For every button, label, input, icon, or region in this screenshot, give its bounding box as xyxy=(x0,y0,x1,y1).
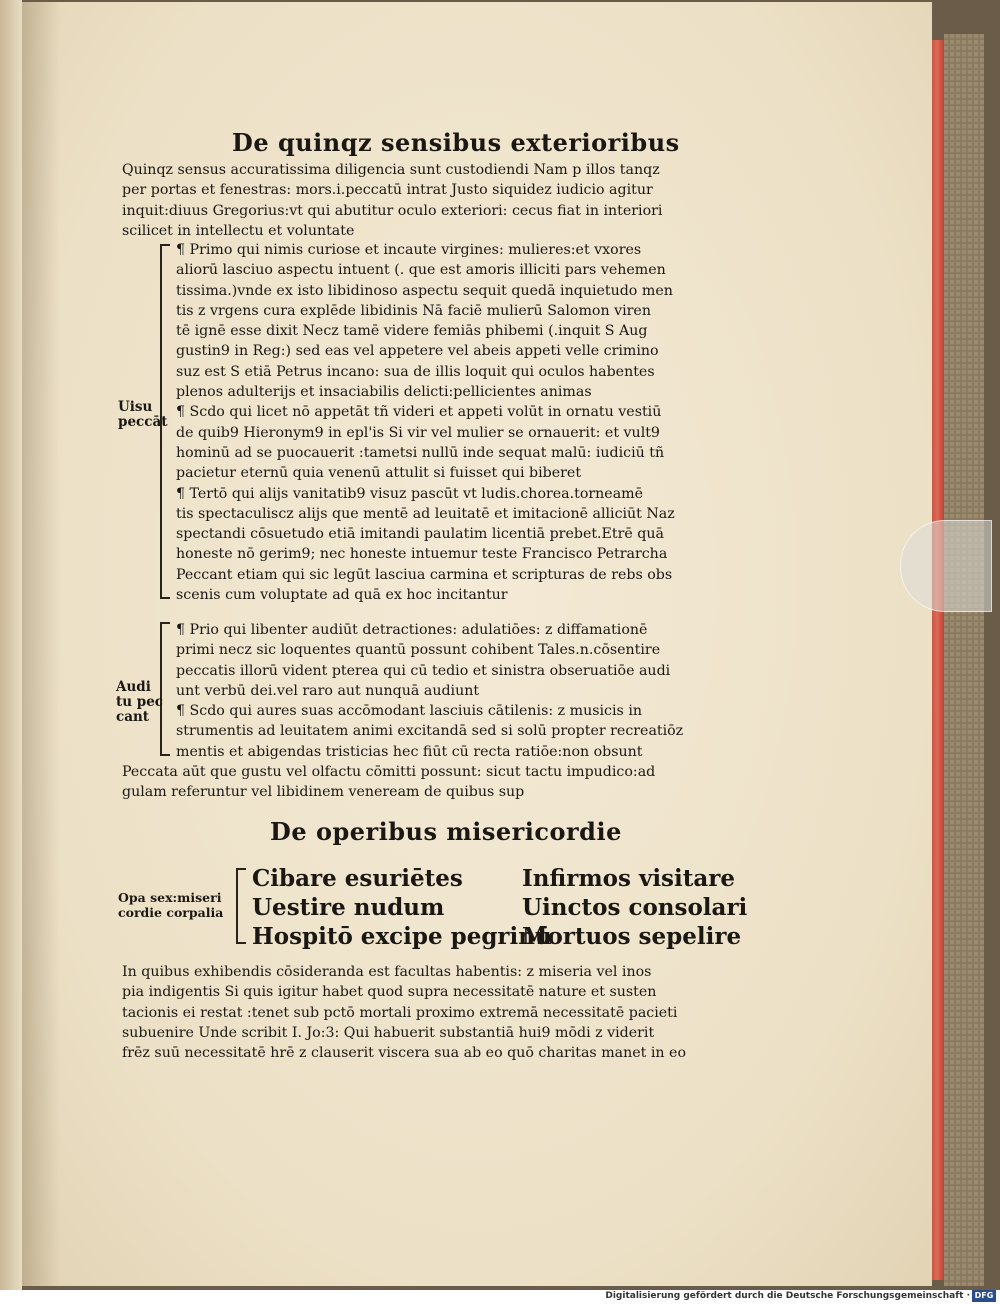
work-item: Hospitō excipe pegrinū xyxy=(252,923,552,950)
visu-line: ¶ Primo qui nimis curiose et incaute virgines: mulieres:et vxores xyxy=(176,242,642,258)
intro-line: scilicet in intellectu et voluntate xyxy=(122,222,355,239)
visu-line: tis z vrgens cura explēde libidinis Nā faciē mulierū Salomon viren xyxy=(176,302,651,319)
dfg-logo-icon: DFG xyxy=(972,1290,996,1302)
intro-paragraph xyxy=(122,160,662,241)
red-page-edge xyxy=(930,40,944,1280)
work-item: Mortuos sepelire xyxy=(522,923,742,950)
closing-line: gulam referuntur vel libidinem veneream de quibus sup xyxy=(122,784,525,801)
final-line: In quibus exhibendis cōsideranda est facultas habentis: z miseria vel inos xyxy=(122,964,652,980)
visu-line: honeste nō gerim9; nec honeste intuemur teste Francisco Petrarcha xyxy=(176,546,668,563)
heading-senses: De quinqz sensibus exterioribus xyxy=(232,128,680,157)
visu-margin-note xyxy=(118,400,167,430)
auditu-line: unt verbū dei.vel raro aut nunquā audiunt xyxy=(176,682,480,699)
final-paragraph xyxy=(122,962,686,1063)
visu-bracket-bottom xyxy=(160,597,170,599)
intro-line: Quinqz sensus accuratissima diligencia sunt custodiendi Nam p illos tanqz xyxy=(122,162,660,178)
visu-line: aliorū lasciuo aspectu intuent (. que est amoris illiciti pars vehemen xyxy=(176,262,666,279)
final-line: pia indigentis Si quis igitur habet quod supra necessitatē nature et susten xyxy=(122,984,657,1001)
visu-line: gustin9 in Reg:) sed eas vel appetere vel abeis appeti velle crimino xyxy=(176,343,659,360)
auditu-line: primi necz sic loquentes quantū possunt cohibent Tales.n.cōsentire xyxy=(176,642,661,659)
works-bracket xyxy=(236,868,238,944)
visu-line: tis spectaculiscz alijs que mentē ad leuitatē et imitacionē alliciūt Naz xyxy=(176,505,675,522)
visu-bracket-top xyxy=(160,244,170,246)
final-line: tacionis ei restat :tenet sub pctō mortali proximo extremā necessitatē pacieti xyxy=(122,1004,678,1021)
works-left-column xyxy=(252,864,552,951)
footer-credit: Digitalisierung gefördert durch die Deutsche Forschungsgemeinschaft · xyxy=(605,1291,970,1301)
margin-word: Uisu xyxy=(118,399,153,415)
margin-word: Opa sex:miseri xyxy=(118,890,222,905)
visu-line: spectandi cōsuetudo etiā imitandi paulatim licentiā prebet.Etrē quā xyxy=(176,526,664,543)
auditu-line: ¶ Prio qui libenter audiūt detractiones: adulatiōes: z diffamationē xyxy=(176,622,648,638)
works-margin-note xyxy=(118,890,223,920)
work-item: Uestire nudum xyxy=(252,894,445,921)
closing-paragraph xyxy=(122,762,655,803)
visu-line: Peccant etiam qui sic legūt lasciua carmina et scripturas de rebs obs xyxy=(176,566,673,583)
visu-line: suz est S etiā Petrus incano: sua de illis loquit qui oculos habentes xyxy=(176,363,655,380)
visu-line: hominū ad se puocauerit :tametsi nullū inde sequat malū: iudiciū tñ xyxy=(176,444,665,461)
visu-line: tē ignē esse dixit Necz tamē videre femiās phibemi (.inquit S Aug xyxy=(176,323,648,340)
works-bracket-bottom xyxy=(236,942,246,944)
final-line: frēz suū necessitatē hrē z clauserit viscera sua ab eo quō charitas manet in eo xyxy=(122,1045,686,1062)
visu-line: de quib9 Hieronym9 in epl'is Si vir vel mulier se ornauerit: et vult9 xyxy=(176,424,660,441)
visu-line: plenos adulterijs et insaciabilis delicti:pellicientes animas xyxy=(176,384,592,401)
auditu-bracket-bottom xyxy=(160,754,170,756)
auditu-line: strumentis ad leuitatem animi excitandā sed si solū propter recreatiōz xyxy=(176,723,684,740)
visu-paragraph xyxy=(176,240,675,605)
work-item: Infirmos visitare xyxy=(522,865,736,892)
auditu-paragraph xyxy=(176,620,683,762)
work-item: Cibare esuriētes xyxy=(252,865,463,892)
auditu-line: peccatis illorū vident pterea qui cū tedio et sinistra obseruatiōe audi xyxy=(176,662,671,679)
visu-line: scenis cum voluptate ad quā ex hoc incitantur xyxy=(176,587,508,604)
final-line: subuenire Unde scribit I. Jo:3: Qui habuerit substantiā hui9 mōdi z viderit xyxy=(122,1024,655,1041)
closing-line: Peccata aūt que gustu vel olfactu cōmitti possunt: sicut tactu impudico:ad xyxy=(122,764,656,780)
works-right-column xyxy=(522,864,747,951)
visu-line: ¶ Scdo qui licet nō appetāt tñ videri et appeti volūt in ornatu vestiū xyxy=(176,404,662,421)
auditu-line: mentis et abigendas tristicias hec fiūt cū recta ratiōe:non obsunt xyxy=(176,743,643,760)
auditu-bracket-top xyxy=(160,622,170,624)
work-item: Uinctos consolari xyxy=(522,894,748,921)
book-board-edge xyxy=(944,34,984,1286)
page-gutter-shadow xyxy=(20,2,60,1286)
margin-word: peccāt xyxy=(118,414,168,430)
intro-line: per portas et fenestras: mors.i.peccatū intrat Justo siquidez iudicio agitur xyxy=(122,182,653,199)
visu-line: ¶ Tertō qui alijs vanitatib9 visuz pascūt vt ludis.chorea.torneamē xyxy=(176,485,644,502)
auditu-margin-note xyxy=(116,680,163,725)
visu-line: tissima.)vnde ex isto libidinoso aspectu sequit quedā inquietudo men xyxy=(176,282,673,299)
intro-line: inquit:diuus Gregorius:vt qui abutitur oculo exteriori: cecus fiat in interiori xyxy=(122,202,663,219)
auditu-line: ¶ Scdo qui aures suas accōmodant lasciuis cātilenis: z musicis in xyxy=(176,703,642,720)
visu-line: pacietur eternū quia venenū attulit si fuisset qui biberet xyxy=(176,465,582,482)
works-bracket-top xyxy=(236,868,246,870)
margin-word: tu pec xyxy=(116,694,163,710)
margin-word: cant xyxy=(116,709,150,725)
left-page-edge xyxy=(0,0,22,1290)
margin-word: cordie corpalia xyxy=(118,905,224,920)
margin-word: Audi xyxy=(116,679,151,695)
page-clip xyxy=(900,520,992,612)
heading-works: De operibus misericordie xyxy=(270,817,622,846)
